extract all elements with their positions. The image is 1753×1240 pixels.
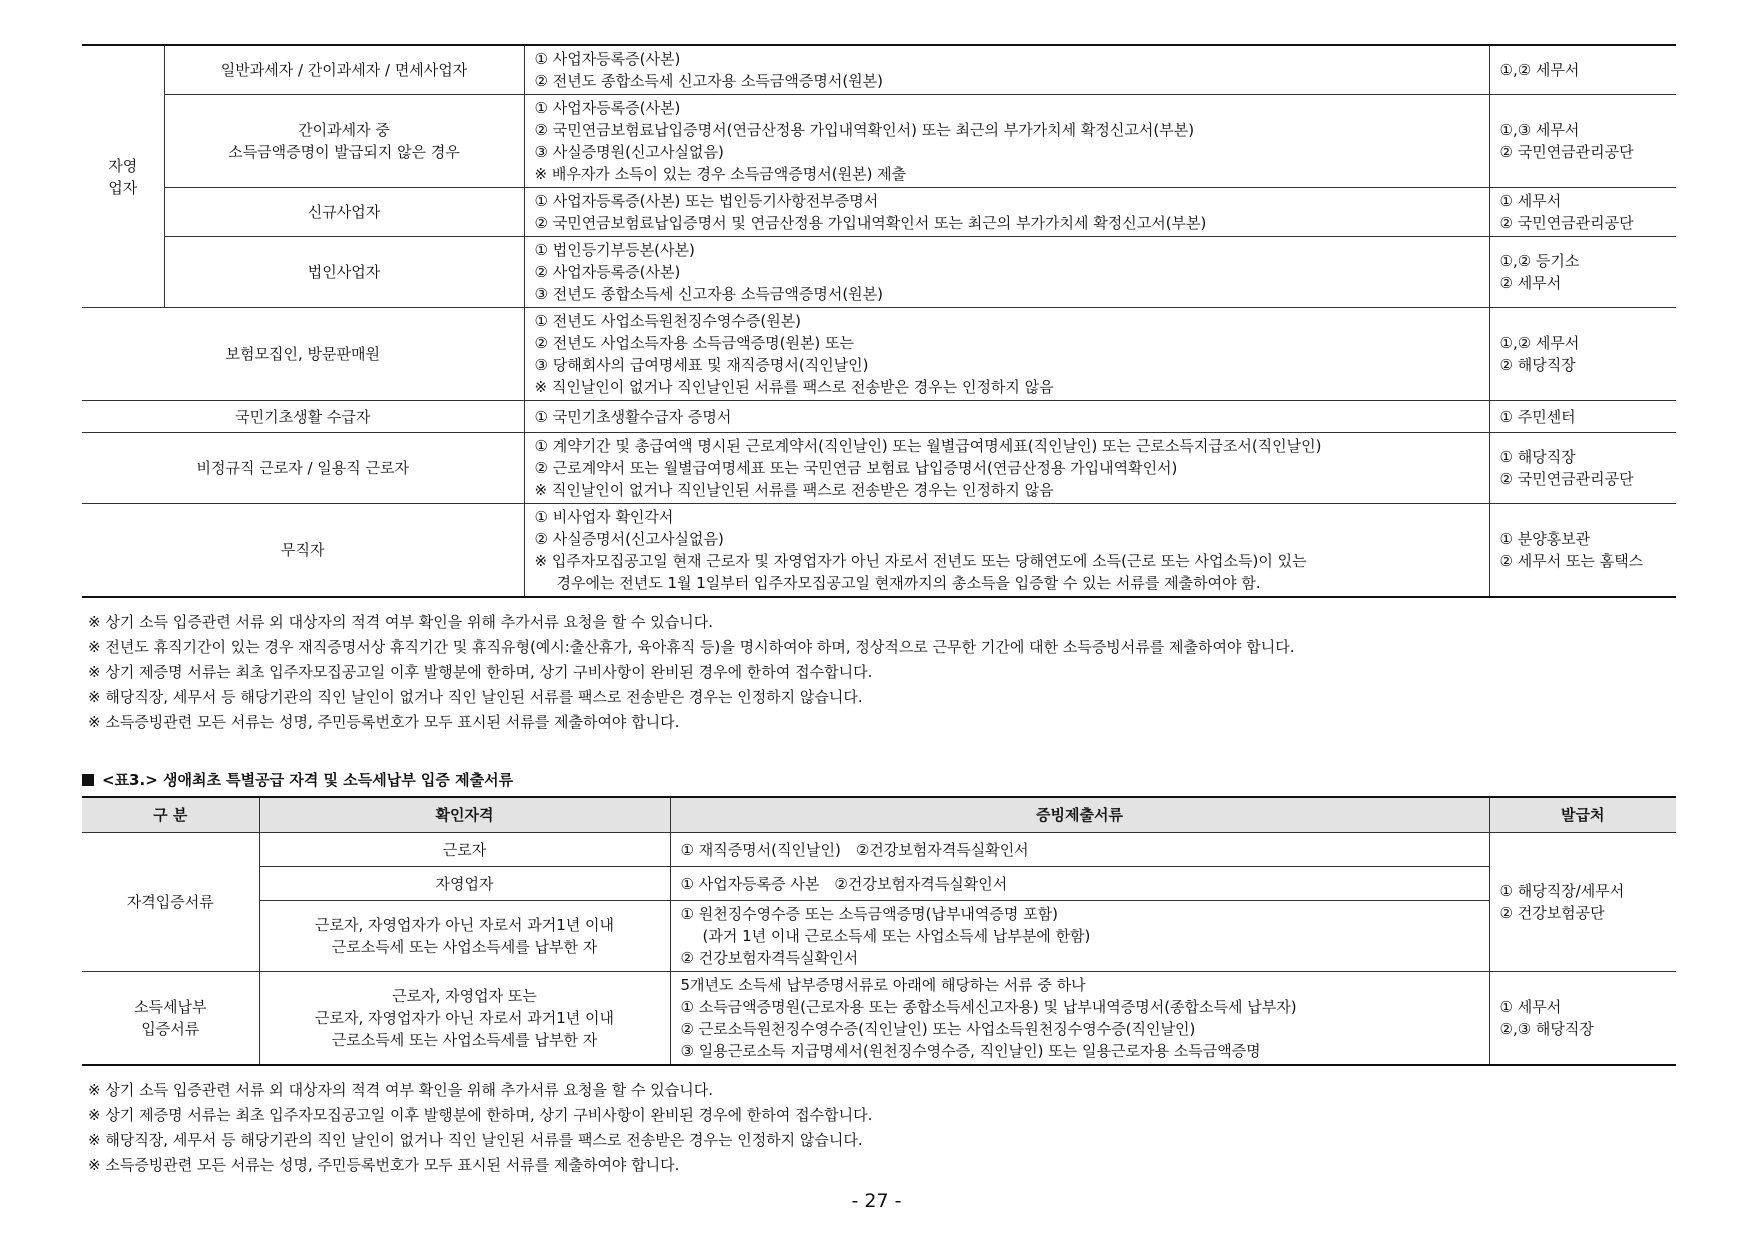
documents-cell	[524, 433, 1489, 504]
text-line: 경우에는 전년도 1월 1일부터 입주자모집공고일 현재까지의 총소득을 입증할 수 있는 서류를 제출하여야 함.	[556, 574, 1261, 592]
text-line: ② 국민연금보험료납입증명서 및 연금산정용 가입내역확인서 또는 최근의 부가가치세 확정신고서(부본)	[534, 214, 1207, 232]
documents-cell	[524, 308, 1489, 401]
issuer-cell	[1489, 237, 1676, 308]
text-line: ※ 배우자가 소득이 있는 경우 소득금액증명서(원본) 제출	[534, 165, 907, 183]
text-line: ② 세무서	[1499, 274, 1562, 292]
text-line: ① 전년도 사업소득원천징수영수증(원본)	[534, 312, 802, 330]
documents-cell	[524, 504, 1489, 598]
text-line: ※ 직인날인이 없거나 직인날인된 서류를 팩스로 전송받은 경우는 인정하지 않음	[534, 481, 1054, 499]
table-row	[82, 433, 1676, 504]
header-category: 구 분	[82, 797, 259, 833]
note: ※ 해당직장, 세무서 등 해당기관의 직인 날인이 없거나 직인 날인된 서류를 팩스로 전송받은 경우는 인정하지 않습니다.	[88, 1131, 863, 1149]
qualification-cell: 법인사업자	[164, 237, 524, 308]
text-line: ② 국민연금관리공단	[1499, 143, 1634, 161]
first-time-supply-documents-table	[82, 796, 1676, 1066]
text-line: ③ 전년도 종합소득세 신고자용 소득금액증명서(원본)	[534, 285, 884, 303]
text-line: ① 소득금액증명원(근로자용 또는 종합소득세신고자용) 및 납부내역증명서(종합소득세 납부자)	[680, 998, 1297, 1016]
text-line: ② 근로소득원천징수영수증(직인날인) 또는 사업소득원천징수영수증(직인날인)	[680, 1020, 1196, 1038]
documents-cell	[524, 401, 1489, 433]
issuer-cell	[1489, 972, 1676, 1066]
text-line: ③ 당해회사의 급여명세표 및 재직증명서(직인날인)	[534, 356, 869, 374]
header-documents: 증빙제출서류	[670, 797, 1489, 833]
text-line: ① 국민기초생활수급자 증명서	[534, 407, 732, 426]
note: ※ 상기 소득 입증관련 서류 외 대상자의 적격 여부 확인을 위해 추가서류 요청을 할 수 있습니다.	[88, 613, 713, 631]
text-line: ① 해당직장	[1499, 448, 1576, 466]
text-line: ② 국민연금보험료납입증명서(연금산정용 가입내역확인서) 또는 최근의 부가가치세 확정신고서(부본)	[534, 121, 1195, 139]
table-row	[82, 867, 1676, 901]
text-line: ※ 입주자모집공고일 현재 근로자 및 자영업자가 아닌 자로서 전년도 또는 당해연도에 소득(근로 또는 사업소득)이 있는	[534, 552, 1307, 570]
text-line: ①,② 세무서	[1499, 334, 1580, 352]
text-line: ② 국민연금관리공단	[1499, 470, 1634, 488]
text-line: ※ 직인날인이 없거나 직인날인된 서류를 팩스로 전송받은 경우는 인정하지 않음	[534, 378, 1054, 396]
text-line: ① 사업자등록증(사본) 또는 법인등기사항전부증명서	[534, 192, 879, 210]
documents-cell	[670, 867, 1489, 901]
header-issuer: 발급처	[1489, 797, 1676, 833]
text-line: ① 재직증명서(직인날인) ②건강보험자격득실확인서	[680, 840, 1029, 859]
text-line: ① 세무서	[1499, 192, 1562, 210]
page-number: - 27 -	[851, 1190, 902, 1212]
header-qualification: 확인자격	[259, 797, 670, 833]
income-documents-table	[82, 44, 1676, 598]
issuer-cell	[1489, 401, 1676, 433]
text-line: ② 사업자등록증(사본)	[534, 263, 681, 281]
table-row	[82, 308, 1676, 401]
issuer-cell	[1489, 833, 1676, 972]
table-row	[82, 504, 1676, 598]
text-line: ③ 일용근로소득 지급명세서(원천징수영수증, 직인날인) 또는 일용근로자용 소득금액증명	[680, 1042, 1261, 1060]
text-line: ① 분양홍보관	[1499, 530, 1591, 548]
table-row	[82, 237, 1676, 308]
text-line: ② 전년도 종합소득세 신고자용 소득금액증명서(원본)	[534, 72, 884, 90]
documents-cell	[670, 901, 1489, 972]
issuer-cell	[1489, 45, 1676, 95]
note: ※ 상기 제증명 서류는 최초 입주자모집공고일 이후 발행분에 한하며, 상기 구비사항이 완비된 경우에 한하여 접수합니다.	[88, 1106, 873, 1124]
text-line: 5개년도 소득세 납부증명서류로 아래에 해당하는 서류 중 하나	[680, 976, 1086, 994]
table3-title: <표3.> 생애최초 특별공급 자격 및 소득세납부 입증 제출서류	[102, 771, 514, 789]
qualification-cell: 무직자	[82, 504, 524, 598]
table-row	[82, 401, 1676, 433]
qualification-cell: 자영업자	[259, 867, 670, 901]
text-line: ① 계약기간 및 총급여액 명시된 근로계약서(직인날인) 또는 월별급여명세표(직인날인) 또는 근로소득지급조서(직인날인)	[534, 437, 1322, 455]
note: ※ 소득증빙관련 모든 서류는 성명, 주민등록번호가 모두 표시된 서류를 제출하여야 합니다.	[88, 1156, 680, 1174]
notes-1	[82, 610, 1676, 735]
qualification-cell: 간이과세자 중 소득금액증명이 발급되지 않은 경우	[164, 95, 524, 188]
table3-heading	[82, 769, 1676, 790]
qualification-cell: 신규사업자	[164, 188, 524, 237]
table-row	[82, 45, 1676, 95]
notes-2	[82, 1078, 1676, 1178]
text-line: ② 사실증명서(신고사실없음)	[534, 530, 724, 548]
documents-cell	[524, 188, 1489, 237]
text-line: ① 비사업자 확인각서	[534, 508, 674, 526]
note: ※ 상기 소득 입증관련 서류 외 대상자의 적격 여부 확인을 위해 추가서류 요청을 할 수 있습니다.	[88, 1081, 713, 1099]
text-line: ① 법인등기부등본(사본)	[534, 241, 695, 259]
text-line: ① 주민센터	[1499, 407, 1576, 426]
table-row	[82, 95, 1676, 188]
text-line: ② 전년도 사업소득자용 소득금액증명(원본) 또는	[534, 334, 855, 352]
issuer-cell	[1489, 504, 1676, 598]
square-bullet-icon	[82, 774, 94, 786]
category-cell: 소득세납부 입증서류	[82, 972, 259, 1066]
issuer-cell	[1489, 308, 1676, 401]
text-line: ① 사업자등록증(사본)	[534, 50, 681, 68]
qualification-cell: 근로자, 자영업자 또는 근로자, 자영업자가 아닌 자로서 과거1년 이내 근로소득세 또는 사업소득세를 납부한 자	[259, 972, 670, 1066]
qualification-cell: 근로자	[259, 833, 670, 867]
table-row	[82, 972, 1676, 1066]
text-line: ② 건강보험자격득실확인서	[680, 949, 859, 967]
text-line: ③ 사실증명원(신고사실없음)	[534, 143, 724, 161]
note: ※ 소득증빙관련 모든 서류는 성명, 주민등록번호가 모두 표시된 서류를 제출하여야 합니다.	[88, 713, 680, 731]
note: ※ 상기 제증명 서류는 최초 입주자모집공고일 이후 발행분에 한하며, 상기 구비사항이 완비된 경우에 한하여 접수합니다.	[88, 663, 873, 681]
text-line: ② 국민연금관리공단	[1499, 214, 1634, 232]
documents-cell	[524, 45, 1489, 95]
note: ※ 해당직장, 세무서 등 해당기관의 직인 날인이 없거나 직인 날인된 서류를 팩스로 전송받은 경우는 인정하지 않습니다.	[88, 688, 863, 706]
text-line: ② 세무서 또는 홈택스	[1499, 552, 1644, 570]
table-row	[82, 901, 1676, 972]
qualification-cell: 국민기초생활 수급자	[82, 401, 524, 433]
qualification-cell: 근로자, 자영업자가 아닌 자로서 과거1년 이내 근로소득세 또는 사업소득세를 납부한 자	[259, 901, 670, 972]
text-line: ① 사업자등록증 사본 ②건강보험자격득실확인서	[680, 874, 1008, 893]
document-page	[82, 44, 1676, 1178]
text-line: ② 건강보험공단	[1499, 904, 1605, 922]
self-employed-group-label: 자영 업자	[82, 45, 164, 308]
text-line: (과거 1년 이내 근로소득세 또는 사업소득세 납부분에 한함)	[702, 927, 1091, 945]
text-line: ② 근로계약서 또는 월별급여명세표 또는 국민연금 보험료 납입증명서(연금산정용 가입내역확인서)	[534, 459, 1178, 477]
text-line: ① 원천징수영수증 또는 소득금액증명(납부내역증명 포함)	[680, 905, 1058, 923]
text-line: ①,② 등기소	[1499, 252, 1580, 270]
text-line: ②,③ 해당직장	[1499, 1020, 1594, 1038]
note: ※ 전년도 휴직기간이 있는 경우 재직증명서상 휴직기간 및 휴직유형(예시:출산휴가, 육아휴직 등)을 명시하여야 하며, 정상적으로 근무한 기간에 대한 소득증빙서류를 제출하여야 합니다.	[88, 638, 1295, 656]
issuer-cell	[1489, 188, 1676, 237]
table-row	[82, 188, 1676, 237]
text-line: ①,③ 세무서	[1499, 121, 1580, 139]
text-line: ② 해당직장	[1499, 356, 1576, 374]
documents-cell	[524, 95, 1489, 188]
qualification-cell: 일반과세자 / 간이과세자 / 면세사업자	[164, 45, 524, 95]
issuer-cell	[1489, 433, 1676, 504]
text-line: ① 사업자등록증(사본)	[534, 99, 681, 117]
documents-cell	[670, 972, 1489, 1066]
qualification-cell: 보험모집인, 방문판매원	[82, 308, 524, 401]
text-line: ①,② 세무서	[1499, 61, 1580, 79]
table-row	[82, 833, 1676, 867]
documents-cell	[670, 833, 1489, 867]
issuer-cell	[1489, 95, 1676, 188]
text-line: ① 해당직장/세무서	[1499, 882, 1625, 900]
category-cell: 자격입증서류	[82, 833, 259, 972]
text-line: ① 세무서	[1499, 998, 1562, 1016]
qualification-cell: 비정규직 근로자 / 일용직 근로자	[82, 433, 524, 504]
documents-cell	[524, 237, 1489, 308]
